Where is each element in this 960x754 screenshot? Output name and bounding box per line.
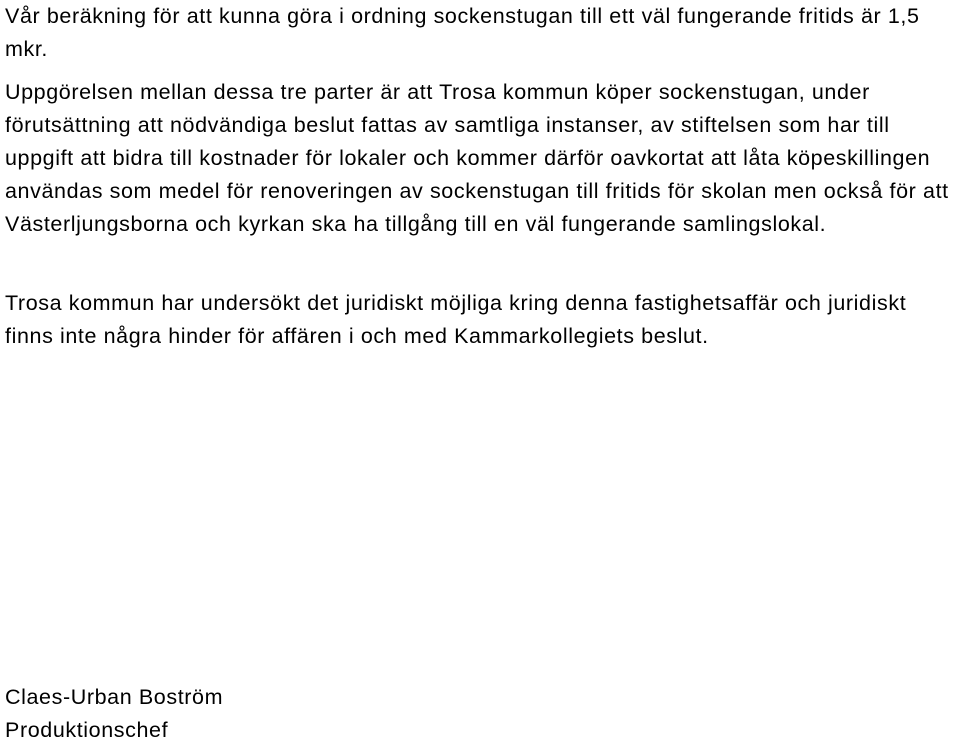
signature-name: Claes-Urban Boström: [5, 685, 224, 709]
document-page: [5, 0, 955, 754]
paragraph-agreement: Uppgörelsen mellan dessa tre parter är att Trosa kommun köper sockenstugan, under förutsättning att nödvändiga beslut fattas av samtliga instanser, av stiftelsen som har till uppgift att bidra till kostnader för lokaler och kommer därför oavkortat att låta köpeskillingen användas som medel för renoveringen av sockenstugan till fritids för skolan men också för att Västerljungsborna och kyrkan ska ha tillgång till en väl fungerande samlingslokal.: [5, 80, 949, 236]
signature-title: Produktionschef: [5, 718, 169, 742]
paragraph-cost-estimate: Vår beräkning för att kunna göra i ordning sockenstugan till ett väl fungerande fritids är 1,5 mkr.: [5, 4, 920, 61]
paragraph-legal-review: Trosa kommun har undersökt det juridiskt möjliga kring denna fastighetsaffär och juridiskt finns inte några hinder för affären i och med Kammarkollegiets beslut.: [5, 291, 907, 348]
signature-block: [5, 681, 223, 747]
